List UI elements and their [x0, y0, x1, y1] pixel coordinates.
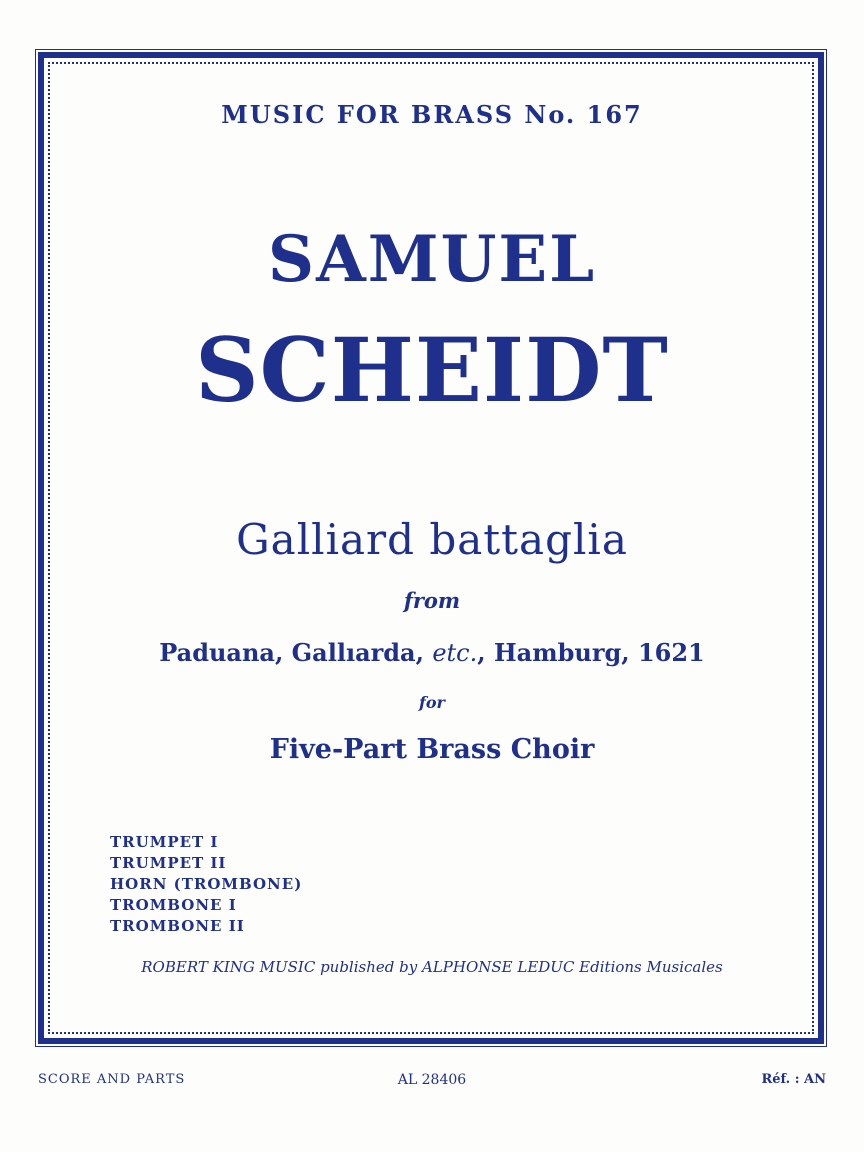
footer-reference: Réf. : AN — [761, 1072, 826, 1087]
series-title: MUSIC FOR BRASS No. 167 — [221, 100, 643, 129]
instrument-item: TRUMPET I — [110, 833, 219, 851]
from-label: from — [403, 588, 461, 613]
instrument-item: TROMBONE I — [110, 896, 237, 914]
footer-catalog-number: AL 28406 — [397, 1072, 467, 1088]
source-etc: etc. — [432, 639, 478, 667]
instrument-item: TRUMPET II — [110, 854, 227, 872]
work-title: Galliard battaglia — [236, 515, 628, 564]
instrument-item: HORN (TROMBONE) — [110, 875, 303, 893]
source-part-1: Paduana, Gallıarda, — [159, 638, 433, 667]
source-part-2: , Hamburg, 1621 — [477, 638, 705, 667]
source-publication — [0, 638, 864, 667]
ensemble-label: Five-Part Brass Choir — [269, 734, 595, 765]
composer-last-name: SCHEIDT — [195, 318, 669, 422]
instrument-list — [110, 832, 302, 937]
for-label: for — [419, 693, 445, 712]
publisher-line: ROBERT KING MUSIC published by ALPHONSE LEDUC Editions Musicales — [141, 958, 723, 976]
instrument-item: TROMBONE II — [110, 917, 245, 935]
composer-first-name: SAMUEL — [267, 222, 597, 297]
footer-score-and-parts: SCORE AND PARTS — [38, 1072, 186, 1087]
